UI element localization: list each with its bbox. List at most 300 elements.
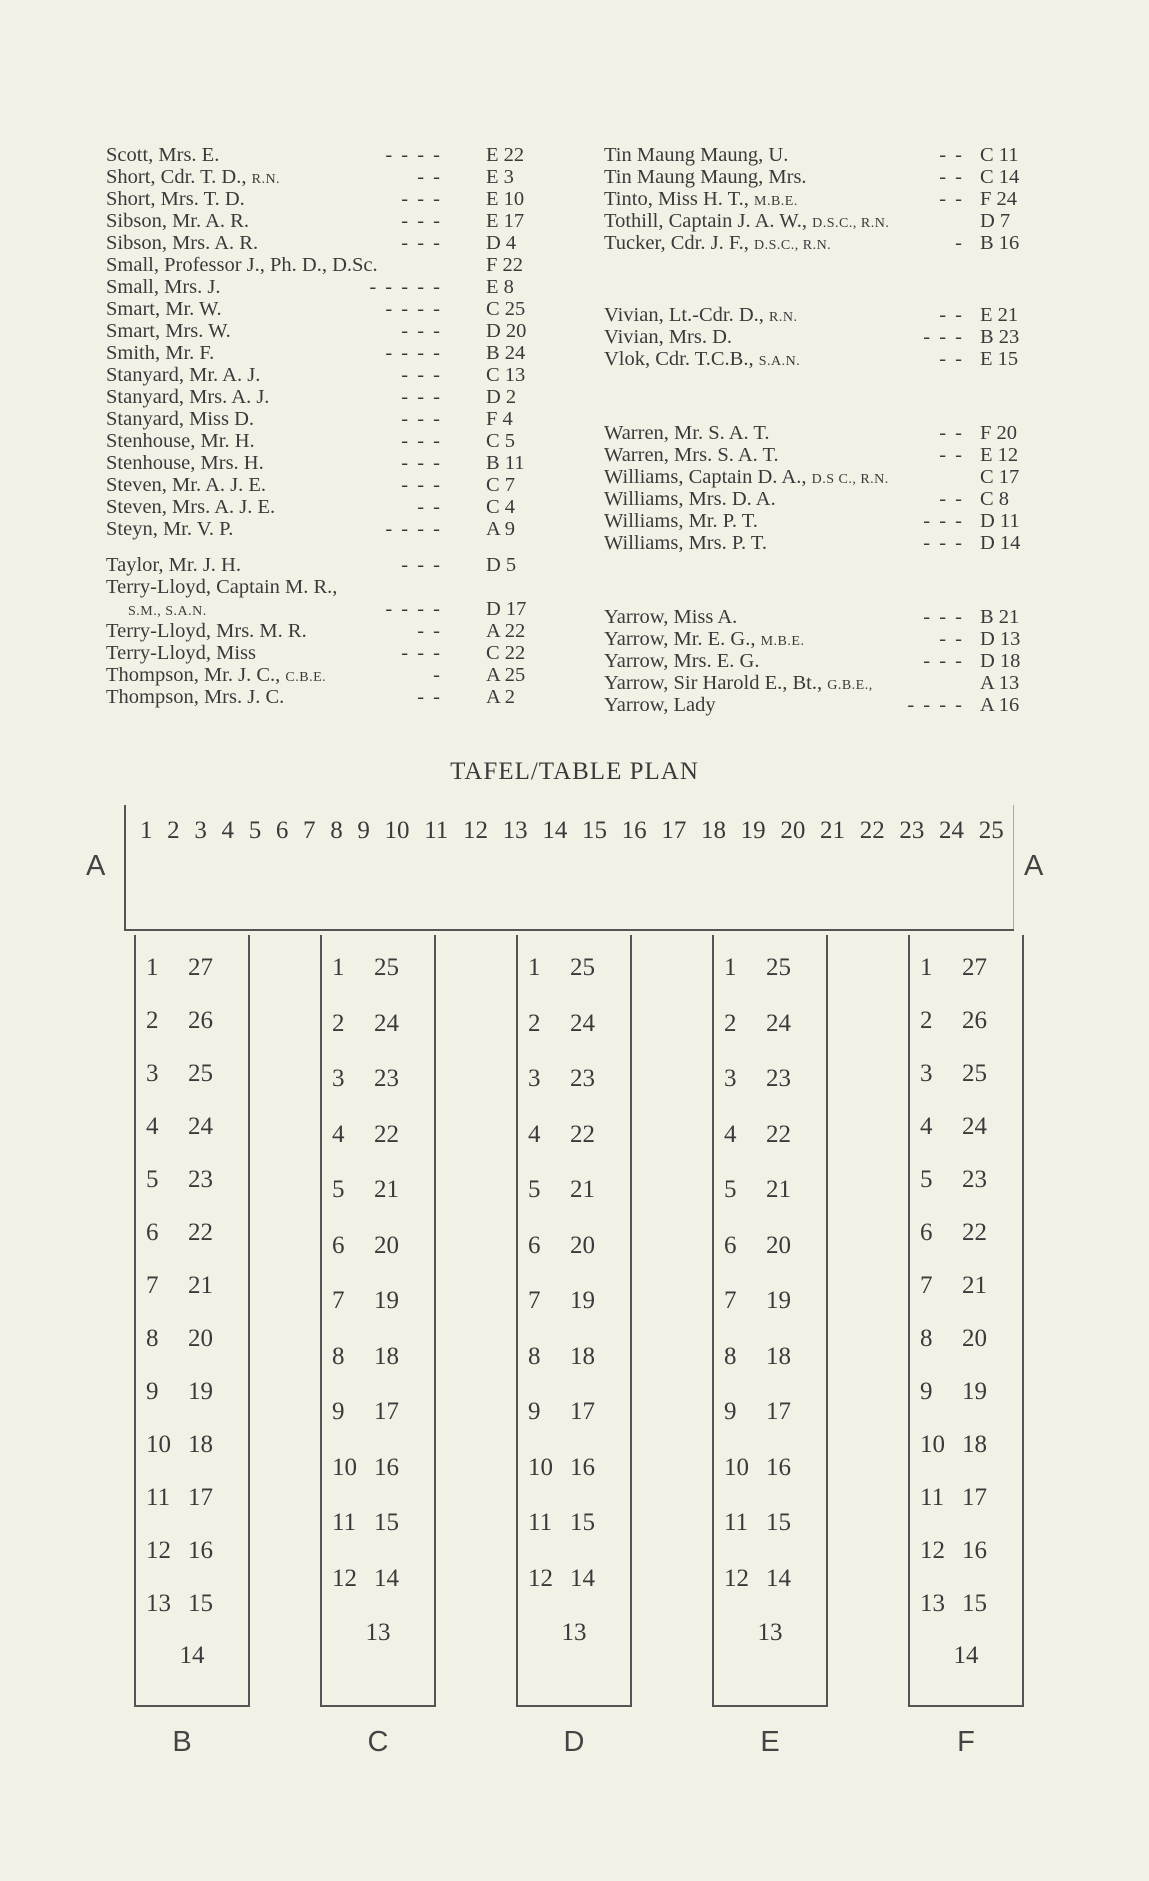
seat-number-left: 6: [332, 1231, 345, 1259]
seat-number-right: 14: [766, 1564, 791, 1592]
guest-row: [106, 474, 542, 496]
head-seat-number: 11: [424, 817, 449, 844]
guest-seat: E 21: [980, 304, 1019, 326]
head-seat-number: 14: [542, 817, 568, 844]
guest-row: [106, 430, 542, 452]
seat-number-left: 4: [528, 1120, 541, 1148]
guest-leader: - - -: [401, 430, 442, 452]
head-seat-number: 6: [275, 817, 289, 844]
seat-pair: [910, 1218, 1022, 1248]
guest-row: [604, 144, 1032, 166]
guest-row: [106, 342, 542, 364]
seat-number-left: 6: [920, 1219, 933, 1246]
guest-honor: D.S.C., R.N.: [754, 238, 832, 253]
guest-seat: F 20: [980, 422, 1018, 444]
head-seat-number: 24: [939, 817, 965, 844]
seat-pair: [714, 1453, 826, 1483]
guest-leader: - - - -: [385, 342, 442, 364]
guest-seat: F 24: [980, 188, 1018, 210]
head-seat-number: 12: [462, 817, 488, 844]
guest-leader: - - -: [401, 386, 442, 408]
seat-pair: [322, 1508, 434, 1538]
guest-row: [106, 576, 542, 598]
seat-number-right: 20: [962, 1325, 987, 1352]
seat-number-right: 22: [962, 1219, 987, 1246]
guest-leader: - -: [939, 188, 964, 210]
guest-seat: E 17: [486, 210, 525, 232]
guest-leader: - - -: [923, 650, 964, 672]
guest-name: Stanyard, Miss D.: [106, 408, 255, 430]
head-seat-number: 3: [194, 817, 207, 844]
guest-leader: - -: [939, 422, 964, 444]
guest-row: [604, 672, 1032, 694]
seat-number-left: 1: [920, 954, 933, 981]
seat-pair: [714, 1342, 826, 1372]
guest-honor: C.B.E.: [285, 670, 327, 685]
seat-pair: [910, 1165, 1022, 1195]
guest-row: [604, 510, 1032, 532]
seat-number-left: 8: [724, 1342, 737, 1370]
guest-row: [106, 320, 542, 342]
guest-seat: C 22: [486, 642, 526, 664]
table-c: [320, 935, 436, 1707]
seat-number-left: 1: [724, 954, 737, 981]
guest-honor: M.B.E.: [760, 634, 805, 649]
guest-seat: D 4: [486, 232, 517, 254]
seat-number-right: 20: [766, 1231, 791, 1259]
seat-number-right: 20: [374, 1231, 399, 1259]
guest-leader: - -: [939, 628, 964, 650]
seat-pair: [136, 1218, 248, 1248]
guest-leader: - - -: [923, 606, 964, 628]
guest-name: Williams, Captain D. A., D.S C., R.N.: [604, 466, 889, 488]
seat-pair: [714, 1397, 826, 1427]
guest-seat: D 2: [486, 386, 517, 408]
guest-seat: E 8: [486, 276, 514, 298]
guest-leader: - - -: [401, 474, 442, 496]
seat-pair: [518, 1564, 630, 1594]
seat-number-right: 17: [374, 1398, 399, 1425]
guest-name: Terry-Lloyd, Miss: [106, 642, 257, 664]
seat-pair: [714, 1175, 826, 1205]
head-seat-number: 23: [899, 817, 925, 844]
guest-leader: - -: [417, 686, 442, 708]
seat-number-left: 3: [724, 1065, 737, 1092]
seat-number-right: 24: [570, 1009, 595, 1037]
seat-number-left: 5: [146, 1166, 159, 1193]
seat-pair: [910, 1324, 1022, 1354]
seat-number-left: 10: [724, 1453, 749, 1481]
seat-number-right: 15: [766, 1509, 791, 1536]
guest-row: [604, 628, 1032, 650]
seat-pair: [322, 1342, 434, 1372]
seat-number-left: 10: [920, 1431, 945, 1458]
guest-leader: - - -: [401, 642, 442, 664]
seat-number-left: 8: [146, 1325, 159, 1352]
guest-leader: - - -: [401, 188, 442, 210]
guest-seat: F 4: [486, 408, 513, 430]
guest-row: [106, 598, 542, 620]
seat-number-left: 1: [528, 954, 541, 981]
guest-name: Tin Maung Maung, Mrs.: [604, 166, 807, 188]
seat-number-left: 3: [332, 1065, 345, 1092]
guest-name: Terry-Lloyd, Captain M. R.,: [106, 576, 338, 598]
seat-number-right: 18: [570, 1342, 595, 1370]
seat-number-right: 23: [570, 1065, 595, 1092]
seat-pair: [136, 1324, 248, 1354]
guest-honor: D.S.C., R.N.: [812, 216, 890, 231]
guest-leader: - - - - -: [369, 276, 442, 298]
guest-row: [604, 650, 1032, 672]
guest-leader: - - -: [401, 210, 442, 232]
guest-name: Smart, Mrs. W.: [106, 320, 231, 342]
guest-leader: - - -: [401, 232, 442, 254]
seat-pair: [910, 953, 1022, 983]
guest-row: [106, 386, 542, 408]
seat-number-right: 22: [188, 1219, 213, 1246]
seat-number-left: 13: [146, 1590, 171, 1617]
guest-name: Stenhouse, Mr. H.: [106, 430, 255, 452]
seat-number-left: 12: [724, 1564, 749, 1592]
seat-number-left: 12: [920, 1537, 945, 1564]
guest-leader: - - -: [401, 554, 442, 576]
seat-number-left: 8: [920, 1325, 933, 1352]
seat-number-right: 17: [188, 1484, 213, 1511]
guest-seat: C 13: [486, 364, 526, 386]
seat-number-left: 11: [724, 1509, 749, 1536]
seat-number-right: 25: [766, 954, 791, 981]
guest-row: [604, 232, 1032, 254]
guest-row: [106, 686, 542, 708]
guest-seat: D 7: [980, 210, 1011, 232]
guest-row: [106, 232, 542, 254]
head-seat-number: 18: [701, 817, 726, 844]
seat-number-end: 13: [561, 1619, 587, 1646]
seat-pair: [714, 1231, 826, 1261]
seat-pair: [910, 1059, 1022, 1089]
guest-name: Taylor, Mr. J. H.: [106, 554, 241, 576]
seat-pair: [322, 1397, 434, 1427]
seat-pair: [518, 1231, 630, 1261]
guest-list-right: [604, 144, 1032, 716]
guest-row: [106, 210, 542, 232]
seat-pair: [910, 1589, 1022, 1619]
seat-number-right: 22: [766, 1120, 791, 1148]
seat-number-left: 11: [332, 1509, 357, 1536]
guest-seat: B 16: [980, 232, 1020, 254]
table-label: F: [957, 1726, 975, 1758]
seat-pair: [910, 1536, 1022, 1566]
seat-number-left: 7: [528, 1287, 541, 1314]
seat-number-right: 15: [962, 1590, 987, 1617]
seat-number-right: 17: [962, 1484, 987, 1511]
seat-number-left: 6: [146, 1219, 159, 1246]
seat-pair: [322, 1120, 434, 1150]
guest-seat: E 22: [486, 144, 525, 166]
guest-name: Yarrow, Sir Harold E., Bt., G.B.E.,: [604, 672, 873, 694]
table-label: E: [760, 1726, 780, 1758]
seat-pair: [322, 1286, 434, 1316]
guest-name: Williams, Mr. P. T.: [604, 510, 758, 532]
guest-leader: - -: [417, 620, 442, 642]
seat-number-left: 5: [528, 1176, 541, 1203]
guest-seat: A 13: [980, 672, 1020, 694]
seat-number-left: 2: [920, 1007, 933, 1034]
seat-number-right: 21: [374, 1176, 399, 1203]
guest-row: [604, 488, 1032, 510]
seat-number-left: 9: [332, 1398, 345, 1425]
head-seat-number: 25: [978, 817, 1004, 844]
seat-number-right: 21: [188, 1272, 213, 1299]
guest-leader: - -: [939, 144, 964, 166]
seat-number-left: 5: [724, 1176, 737, 1203]
seat-number-right: 27: [188, 954, 213, 981]
guest-leader: - -: [939, 348, 964, 370]
seat-number-left: 6: [724, 1231, 737, 1259]
seat-pair: [322, 1231, 434, 1261]
guest-seat: A 2: [486, 686, 516, 708]
guest-row: [106, 276, 542, 298]
seat-pair: [714, 1120, 826, 1150]
seat-pair: [136, 1059, 248, 1089]
seat-number-right: 25: [374, 954, 399, 981]
guest-row: [106, 364, 542, 386]
table-d: [516, 935, 632, 1707]
guest-name: Vivian, Mrs. D.: [604, 326, 733, 348]
guest-row: [604, 444, 1032, 466]
seat-number-end: 14: [953, 1642, 979, 1669]
guest-name: Williams, Mrs. D. A.: [604, 488, 776, 510]
seat-number-right: 15: [374, 1509, 399, 1536]
seat-number-right: 23: [962, 1166, 987, 1193]
guest-seat: D 14: [980, 532, 1021, 554]
seat-number-right: 19: [374, 1287, 399, 1314]
guest-seat: D 11: [980, 510, 1020, 532]
table-label: C: [367, 1726, 389, 1758]
seat-number-left: 8: [528, 1342, 541, 1370]
guest-row: [604, 210, 1032, 232]
seat-pair: [518, 1175, 630, 1205]
seat-pair: [518, 1286, 630, 1316]
guest-name: Steven, Mrs. A. J. E.: [106, 496, 276, 518]
guest-seat: C 8: [980, 488, 1010, 510]
guest-seat: B 23: [980, 326, 1020, 348]
seat-pair: [322, 953, 434, 983]
seat-number-right: 24: [962, 1113, 987, 1140]
seat-number-left: 1: [332, 954, 345, 981]
head-seat-number: 13: [502, 817, 528, 844]
seat-number-right: 16: [188, 1537, 213, 1564]
seat-number-left: 8: [332, 1342, 345, 1370]
seat-number-left: 7: [146, 1272, 159, 1299]
seat-number-right: 14: [570, 1564, 595, 1592]
seat-pair: [136, 1112, 248, 1142]
guest-row: [604, 304, 1032, 326]
seat-number-right: 16: [962, 1537, 987, 1564]
guest-seat: B 11: [486, 452, 525, 474]
guest-name: Yarrow, Miss A.: [604, 606, 738, 628]
seat-number-right: 21: [766, 1176, 791, 1203]
seat-number-right: 22: [374, 1120, 399, 1148]
seat-number-left: 1: [146, 954, 159, 981]
guest-seat: F 22: [486, 254, 524, 276]
head-table: [124, 805, 1014, 931]
seat-number-left: 9: [920, 1378, 933, 1405]
seat-number-right: 23: [188, 1166, 213, 1193]
head-seat-number: 8: [330, 817, 343, 844]
guest-name: Warren, Mrs. S. A. T.: [604, 444, 779, 466]
guest-row: [604, 466, 1032, 488]
seat-number-right: 16: [374, 1453, 399, 1481]
seat-number-right: 19: [962, 1378, 987, 1405]
guest-row: [106, 554, 542, 576]
guest-row: [106, 298, 542, 320]
guest-name: Vlok, Cdr. T.C.B., S.A.N.: [604, 348, 801, 370]
guest-leader: - -: [417, 166, 442, 188]
guest-name: Scott, Mrs. E.: [106, 144, 220, 166]
seat-pair: [910, 1271, 1022, 1301]
seat-number-left: 3: [146, 1060, 159, 1087]
guest-leader: - - -: [401, 408, 442, 430]
seat-pair: [518, 953, 630, 983]
guest-seat: C 4: [486, 496, 516, 518]
seat-number-right: 16: [570, 1453, 595, 1481]
seat-pair: [136, 1589, 248, 1619]
table-label: B: [172, 1726, 192, 1758]
guest-seat: D 18: [980, 650, 1021, 672]
plan-title: TAFEL/TABLE PLAN: [450, 758, 699, 785]
guest-leader: -: [433, 664, 442, 686]
guest-seat: D 20: [486, 320, 527, 342]
guest-leader: - - -: [923, 532, 964, 554]
seat-pair: [714, 1508, 826, 1538]
guest-row: [106, 166, 542, 188]
guest-row: [106, 254, 542, 276]
head-seat-number: 15: [581, 817, 607, 844]
guest-name: Thompson, Mrs. J. C.: [106, 686, 285, 708]
guest-seat: E 10: [486, 188, 525, 210]
guest-name: Tothill, Captain J. A. W., D.S.C., R.N.: [604, 210, 890, 232]
seat-pair: [910, 1112, 1022, 1142]
guest-leader: - -: [417, 496, 442, 518]
guest-name: Stanyard, Mr. A. J.: [106, 364, 261, 386]
seat-number-right: 15: [188, 1590, 213, 1617]
seat-number-left: 7: [724, 1287, 737, 1314]
table-e: [712, 935, 828, 1707]
head-table-label-left: A: [86, 850, 106, 882]
head-seat-number: 9: [357, 817, 370, 844]
seat-pair: [518, 1009, 630, 1039]
guest-seat: B 24: [486, 342, 526, 364]
seat-pair: [136, 1377, 248, 1407]
seat-pair: [136, 1536, 248, 1566]
seat-number-left: 11: [528, 1509, 553, 1536]
guest-name: Thompson, Mr. J. C., C.B.E.: [106, 664, 327, 686]
guest-row: [106, 452, 542, 474]
seat-pair: [322, 1009, 434, 1039]
guest-name: Small, Mrs. J.: [106, 276, 221, 298]
seat-number-left: 2: [146, 1007, 159, 1034]
head-seat-number: 20: [780, 817, 806, 844]
guest-leader: - - - -: [385, 598, 442, 620]
guest-seat: C 25: [486, 298, 526, 320]
seat-pair: [136, 1006, 248, 1036]
guest-leader: - - - -: [907, 694, 964, 716]
head-seat-number: 22: [859, 817, 885, 844]
seat-pair: [518, 1342, 630, 1372]
seat-pair: [136, 1483, 248, 1513]
seat-number-right: 26: [188, 1007, 213, 1034]
seat-number-left: 12: [528, 1564, 553, 1592]
seat-number-left: 10: [332, 1453, 357, 1481]
seat-pair: [518, 1508, 630, 1538]
guest-honor: R.N.: [769, 310, 798, 325]
seat-number-right: 14: [374, 1564, 399, 1592]
seat-number-left: 4: [146, 1113, 159, 1140]
head-seat-number: 5: [248, 817, 262, 844]
seat-pair: [518, 1453, 630, 1483]
seat-number-right: 25: [962, 1060, 987, 1087]
head-seat-number: 17: [661, 817, 687, 844]
guest-leader: - - -: [401, 320, 442, 342]
guest-row: [604, 532, 1032, 554]
guest-seat: C 11: [980, 144, 1019, 166]
seat-number-right: 27: [962, 954, 987, 981]
seat-number-right: 20: [570, 1231, 595, 1259]
seat-number-left: 3: [920, 1060, 933, 1087]
guest-seat: C 17: [980, 466, 1020, 488]
guest-leader: - -: [939, 304, 964, 326]
guest-name: Sibson, Mr. A. R.: [106, 210, 249, 232]
guest-name: Tucker, Cdr. J. F., D.S.C., R.N.: [604, 232, 832, 254]
guest-name: Williams, Mrs. P. T.: [604, 532, 767, 554]
seat-pair: [322, 1453, 434, 1483]
seat-pair: [910, 1377, 1022, 1407]
head-seat-number: 7: [303, 817, 316, 844]
seat-number-left: 11: [146, 1484, 171, 1511]
guest-row: [604, 326, 1032, 348]
guest-name: Warren, Mr. S. A. T.: [604, 422, 770, 444]
seat-pair: [714, 953, 826, 983]
guest-name: Short, Cdr. T. D., R.N.: [106, 166, 281, 188]
guest-honor: R.N.: [251, 172, 281, 187]
seat-number-left: 4: [724, 1120, 737, 1148]
seat-number-left: 6: [528, 1231, 541, 1259]
seat-number-right: 17: [570, 1398, 595, 1425]
seat-number-left: 12: [146, 1537, 171, 1564]
guest-seat: E 3: [486, 166, 514, 188]
guest-seat: C 7: [486, 474, 516, 496]
seat-number-left: 10: [146, 1431, 171, 1458]
guest-row: [106, 144, 542, 166]
seat-pair: [518, 1064, 630, 1094]
seat-pair: [910, 1006, 1022, 1036]
seat-number-right: 20: [188, 1325, 213, 1352]
guest-honor: G.B.E.,: [827, 678, 873, 693]
guest-row: [106, 620, 542, 642]
guest-list-left: [106, 144, 542, 708]
seat-number-right: 25: [188, 1060, 213, 1087]
seat-number-left: 4: [920, 1113, 933, 1140]
guest-seat: D 13: [980, 628, 1021, 650]
seat-pair: [322, 1175, 434, 1205]
guest-seat: D 5: [486, 554, 517, 576]
guest-honor: D.S C., R.N.: [811, 472, 889, 487]
table-f: [908, 935, 1024, 1707]
guest-honor: M.B.E.: [754, 194, 798, 209]
head-seat-number: 2: [167, 817, 180, 844]
seat-number-left: 2: [528, 1009, 541, 1037]
